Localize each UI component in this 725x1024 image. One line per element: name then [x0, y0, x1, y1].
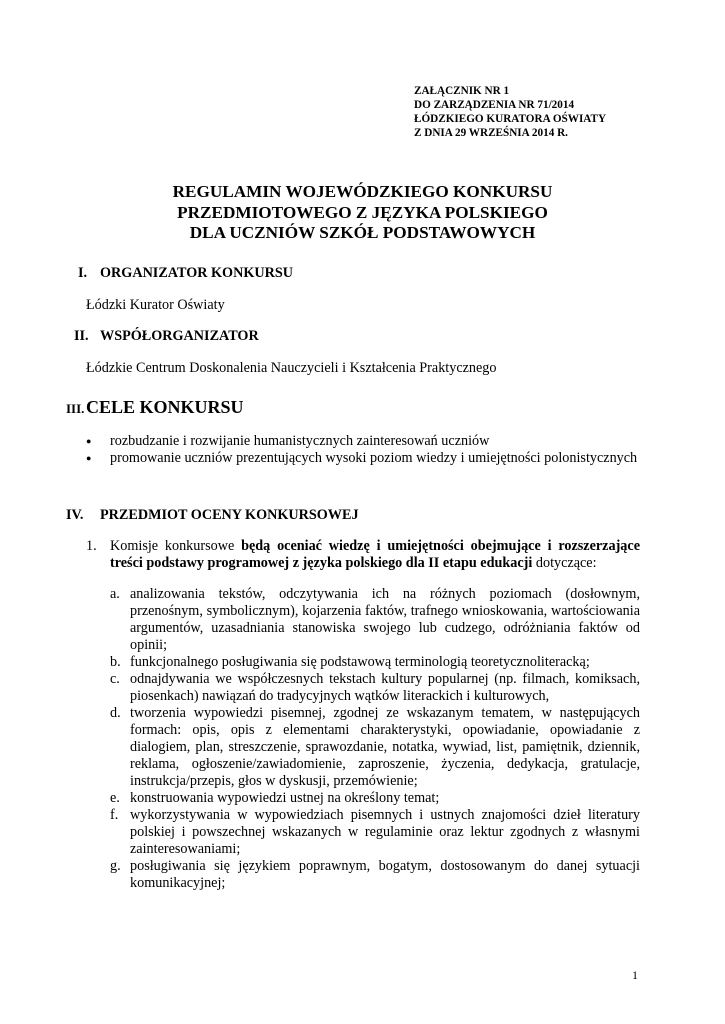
list-item-text: rozbudzanie i rozwijanie humanistycznych zainteresowań uczniów: [110, 433, 490, 449]
annex-line: ZAŁĄCZNIK NR 1: [414, 85, 510, 97]
item-1-emphasis: będą oceniać wiedzę i umiejętności obejmujące i rozszerzające treści podstawy programowej z języka polskiego dla II etapu edukacji: [110, 538, 640, 571]
section-title: ORGANIZATOR KONKURSU: [100, 265, 293, 281]
section-2-heading: [74, 328, 259, 345]
bullet-icon: ●: [86, 436, 92, 446]
item-1-outro: dotyczące:: [532, 555, 597, 571]
annex-line: Z DNIA 29 WRZEŚNIA 2014 R.: [414, 127, 568, 139]
list-item-text: tworzenia wypowiedzi pisemnej, zgodnej ze wskazanym tematem, w następujących formach: opis, opis z elementami charakterystyki, opowiadanie, opowiadanie z dialogiem, plan, streszczenie, sprawozdanie, notatka, wywiad, list, pamiętnik, dziennik, reklama, ogłoszenie/zawiadomienie, zaproszenie, życzenia, dedykacja, gratulacje, instrukcja/przepis, głos w dyskusji, przemówienie;: [130, 705, 640, 789]
list-item: [86, 433, 640, 450]
section-number: I.: [78, 265, 88, 281]
annex-header: [414, 84, 606, 140]
list-item: [110, 586, 640, 654]
bullet-icon: ●: [86, 453, 92, 463]
list-letter: f.: [110, 807, 119, 823]
section-1-body: Łódzki Kurator Oświaty: [86, 297, 225, 313]
section-number: II.: [74, 328, 89, 344]
list-letter: d.: [110, 705, 121, 721]
scope-list: [110, 586, 640, 892]
annex-line: DO ZARZĄDZENIA NR 71/2014: [414, 99, 575, 111]
section-2-body: Łódzkie Centrum Doskonalenia Nauczycieli i Kształcenia Praktycznego: [86, 360, 497, 376]
list-letter: a.: [110, 586, 120, 602]
list-item: [110, 807, 640, 858]
section-4-heading: [66, 507, 359, 524]
list-item-text: funkcjonalnego posługiwania się podstawową terminologią teoretycznoliteracką;: [130, 654, 590, 670]
annex-line: ŁÓDZKIEGO KURATORA OŚWIATY: [414, 113, 607, 125]
item-1-intro: Komisje konkursowe: [110, 538, 242, 554]
list-letter: c.: [110, 671, 120, 687]
list-item-text: posługiwania się językiem poprawnym, bogatym, dostosowanym do danej sytuacji komunikacyjnej;: [130, 858, 640, 891]
list-item: [86, 450, 640, 467]
list-item-text: odnajdywania we współczesnych tekstach kultury popularnej (np. filmach, komiksach, piosenkach) nawiązań do tradycyjnych wątków literackich i kulturowych,: [130, 671, 640, 704]
goals-list: [86, 433, 640, 467]
list-item: [110, 671, 640, 705]
list-item-text: promowanie uczniów prezentujących wysoki poziom wiedzy i umiejętności polonistycznych: [110, 450, 638, 466]
list-item: [110, 858, 640, 892]
list-item: [110, 790, 640, 807]
item-number: 1.: [86, 538, 97, 554]
section-3-heading: [66, 399, 244, 418]
section-number: IV.: [66, 507, 84, 523]
page-number: 1: [632, 968, 638, 982]
section-title: WSPÓŁORGANIZATOR: [100, 328, 259, 344]
item-1-text: [110, 538, 640, 572]
list-letter: b.: [110, 654, 121, 670]
title-line: DLA UCZNIÓW SZKÓŁ PODSTAWOWYCH: [189, 223, 536, 242]
section-title: CELE KONKURSU: [86, 397, 244, 417]
list-letter: g.: [110, 858, 121, 874]
section-number: III.: [66, 401, 85, 416]
list-item: [110, 705, 640, 790]
title-line: PRZEDMIOTOWEGO Z JĘZYKA POLSKIEGO: [177, 202, 548, 222]
title-line: REGULAMIN WOJEWÓDZKIEGO KONKURSU: [172, 182, 553, 201]
section-1-heading: [78, 265, 293, 282]
list-item-text: wykorzystywania w wypowiedziach pisemnych i ustnych znajomości dzieł literatury polskiej i powszechnej wskazanych w regulaminie oraz lektur zgodnych z własnymi zainteresowaniami;: [130, 807, 640, 857]
list-item-text: konstruowania wypowiedzi ustnej na określony temat;: [130, 790, 440, 806]
list-letter: e.: [110, 790, 120, 806]
list-item-text: analizowania tekstów, odczytywania ich na różnych poziomach (dosłownym, przenośnym, symbolicznym), kojarzenia faktów, trafnego wnioskowania, wartościowania argumentów, uzasadniania stanowiska swojego lub cudzego, odróżniania faktów od opinii;: [130, 586, 640, 653]
section-title: PRZEDMIOT OCENY KONKURSOWEJ: [100, 507, 359, 523]
list-item: [110, 654, 640, 671]
document-title: [0, 182, 725, 244]
